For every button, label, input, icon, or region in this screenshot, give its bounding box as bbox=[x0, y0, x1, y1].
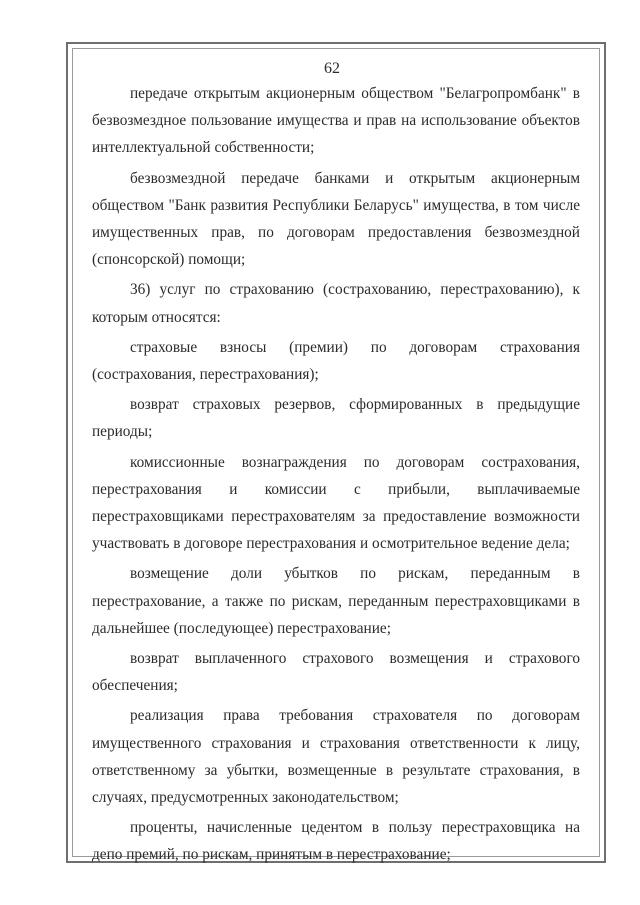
paragraph: безвозмездной передаче банками и открытым акционерным обществом "Банк развития Республики Беларусь" имущества, в том числе имущественных прав, по договорам предоставления безвозмездной (спонсорской) помощи; bbox=[92, 169, 580, 269]
paragraph: комиссионные вознаграждения по договорам сострахования, перестрахования и комиссии с прибыли, выплачиваемые перестраховщиками перестрахователям за предоставление возможности участвовать в договоре перестрахования и осмотрительное ведение дела; bbox=[92, 453, 580, 553]
paragraph: передаче открытым акционерным обществом "Белагропромбанк" в безвозмездное пользование имущества и прав на использование объектов интеллектуальной собственности; bbox=[92, 85, 580, 157]
paragraph: возврат выплаченного страхового возмещения и страхового обеспечения; bbox=[92, 650, 580, 695]
page-number: 62 bbox=[324, 60, 340, 77]
paragraph: страховые взносы (премии) по договорам страхования (сострахования, перестрахования); bbox=[92, 338, 580, 384]
document-body bbox=[92, 80, 580, 872]
paragraph: возмещение доли убытков по рискам, переданным в перестрахование, а также по рискам, переданным перестраховщиками в дальнейшее (последующее) перестрахование; bbox=[92, 565, 580, 637]
paragraph: 36) услуг по страхованию (сострахованию, перестрахованию), к которым относятся: bbox=[92, 281, 580, 326]
paragraph: возврат страховых резервов, сформированных в предыдущие периоды; bbox=[92, 396, 580, 441]
paragraph: проценты, начисленные цедентом в пользу перестраховщика на депо премий, по рискам, принятым в перестрахование; bbox=[92, 819, 580, 864]
paragraph: реализация права требования страхователя по договорам имущественного страхования и страхования ответственности к лицу, ответственному за убытки, возмещенные в результате страхования, в случаях, предусмотренных законодательством; bbox=[92, 707, 580, 807]
